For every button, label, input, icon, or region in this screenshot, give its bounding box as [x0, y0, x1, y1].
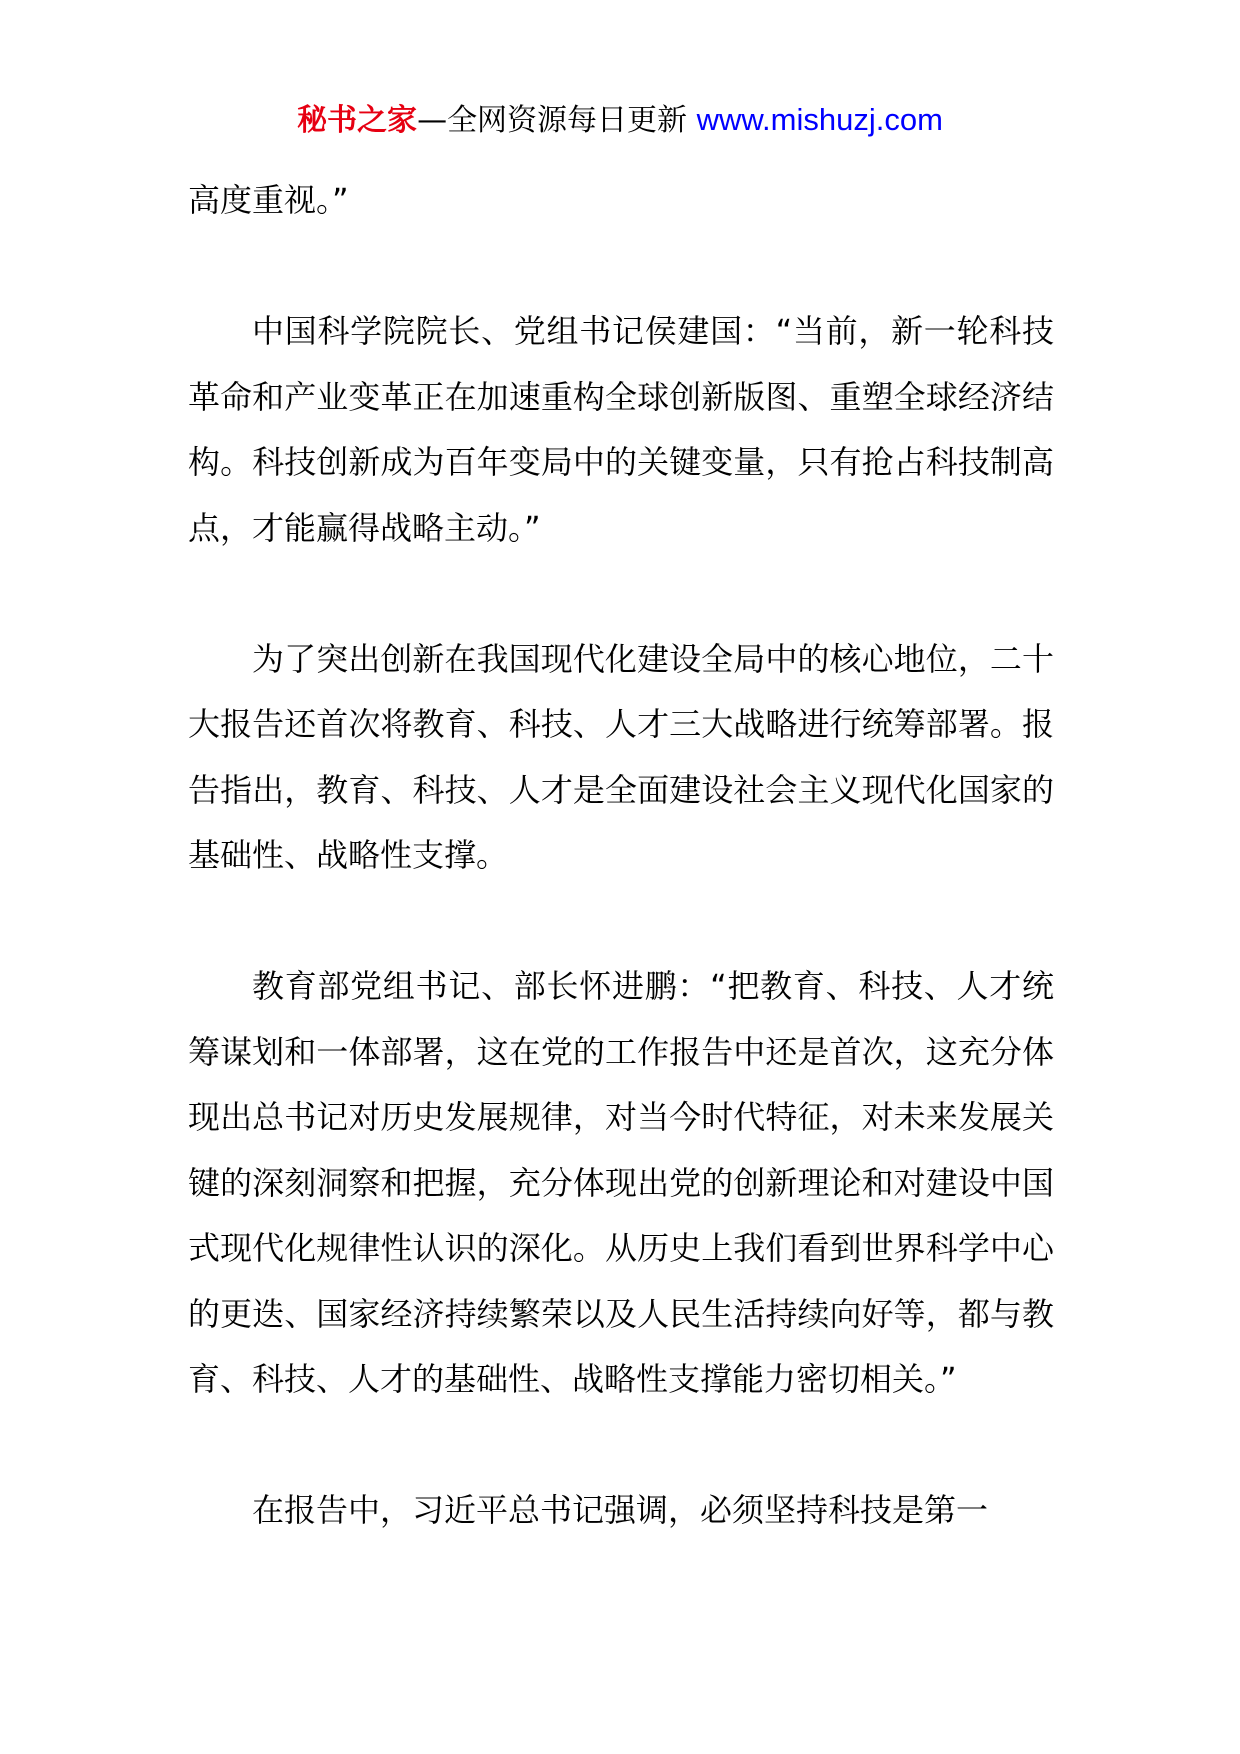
- paragraph-report-summary: 为了突出创新在我国现代化建设全局中的核心地位，二十大报告还首次将教育、科技、人才三大战略进行统筹部署。报告指出，教育、科技、人才是全面建设社会主义现代化国家的基础性、战略性支撑。: [188, 639, 1054, 874]
- site-tagline: —全网资源每日更新: [417, 103, 688, 138]
- paragraph-quote-huai-jinpeng: 教育部党组书记、部长怀进鹏：“把教育、科技、人才统筹谋划和一体部署，这在党的工作报告中还是首次，这充分体现出总书记对历史发展规律，对当今时代特征，对未来发展关键的深刻洞察和把握，充分体现出党的创新理论和对建设中国式现代化规律性认识的深化。从历史上我们看到世界科学中心的更迭、国家经济持续繁荣以及人民生活持续向好等，都与教育、科技、人才的基础性、战略性支撑能力密切相关。”: [188, 967, 1054, 1398]
- paragraph-quote-hou-jianguo: 中国科学院院长、党组书记侯建国：“当前，新一轮科技革命和产业变革正在加速重构全球创新版图、重塑全球经济结构。科技创新成为百年变局中的关键变量，只有抢占科技制高点，才能赢得战略主动。”: [188, 312, 1054, 547]
- site-brand: 秘书之家: [297, 103, 418, 138]
- paragraph-continuation: 高度重视。”: [188, 181, 349, 219]
- site-header: [0, 98, 1240, 143]
- paragraph-report-emphasis: 在报告中，习近平总书记强调，必须坚持科技是第一: [252, 1491, 989, 1529]
- document-body: [188, 168, 1054, 1609]
- site-url-link[interactable]: www.mishuzj.com: [696, 102, 943, 137]
